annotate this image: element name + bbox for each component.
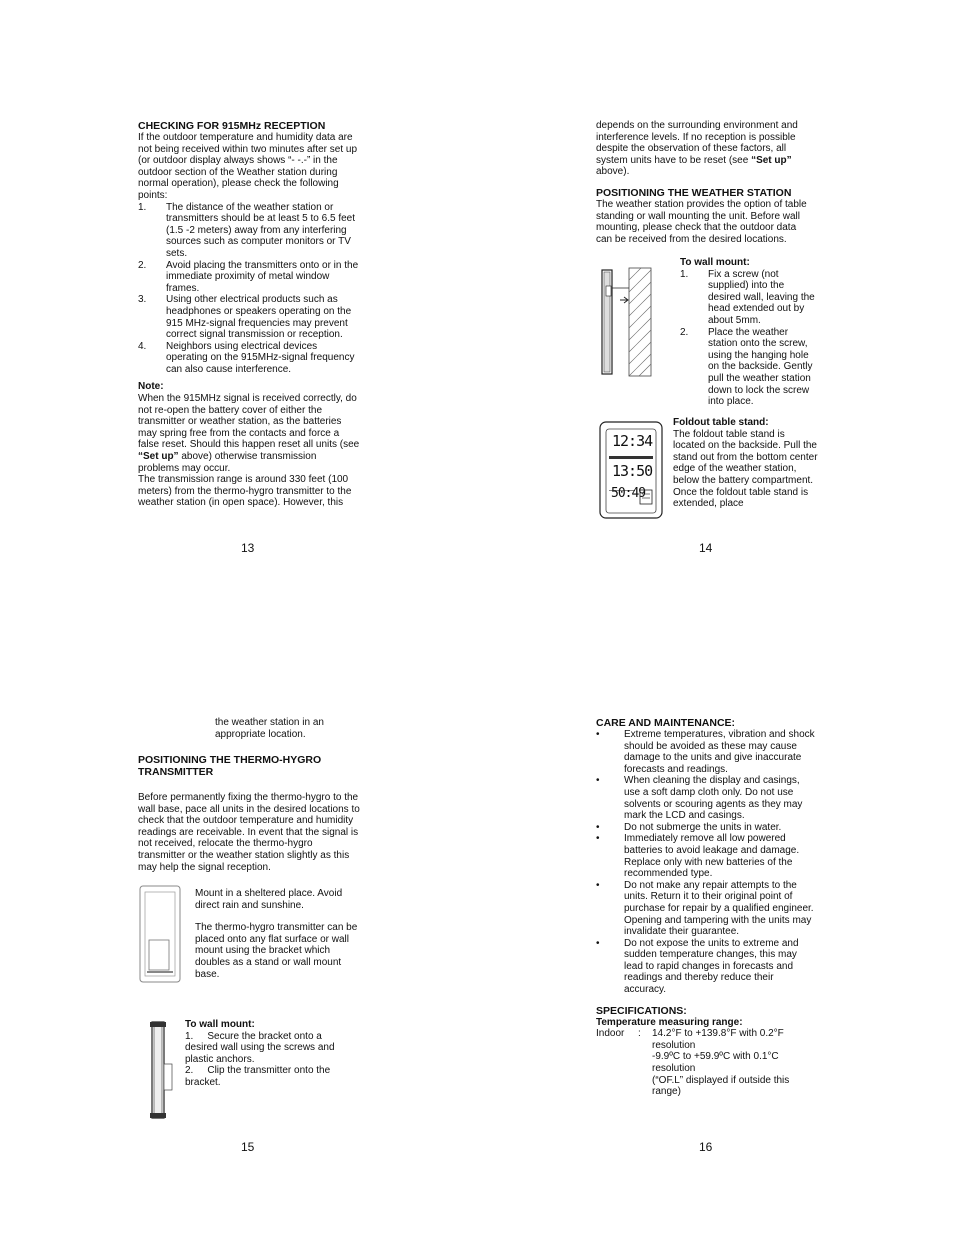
- transmitter-notes: [195, 888, 363, 980]
- continued-text: the weather station in an appropriate location.: [215, 717, 324, 740]
- list-item: 3. Using other electrical products such as headphones or speakers operating on the 915 MHz-signal frequencies may prevent correct signal transmission or reception.: [138, 294, 352, 341]
- lcd-low-readout: 50:49: [611, 486, 646, 501]
- list-item: • When cleaning the display and casings, use a soft damp cloth only. Do not use solvents or scouring agents as they may mark the LCD and casings.: [596, 775, 816, 821]
- foldout-stand: [673, 417, 819, 510]
- station-wall-steps: [680, 269, 818, 408]
- continued-text: depends on the surrounding environment and interference levels. If no reception is possible despite the observation of these factors, all system units have to be reset (see “Set up” above).: [596, 120, 798, 178]
- spec-values: 14.2°F to +139.8°F with 0.2°F resolution -9.9ºC to +59.9ºC with 0.1°C resolution (“OF.L” displayed if outside this range): [652, 1028, 790, 1098]
- bracket-illustration: [146, 1020, 176, 1120]
- page-number: 16: [699, 1140, 713, 1154]
- position-station-heading: POSITIONING THE WEATHER STATION: [596, 186, 792, 199]
- page-number: 15: [241, 1140, 255, 1154]
- reception-checklist: [138, 202, 360, 376]
- reception-heading: CHECKING FOR 915MHz RECEPTION: [138, 120, 326, 132]
- list-item: 1. Secure the bracket onto a desired wall using the screws and plastic anchors.: [185, 1030, 335, 1065]
- foldout-text: The foldout table stand is located on the backside. Pull the stand out from the bottom center edge of the weather station, below the battery compartment. Once the foldout table stand is extended, place: [673, 428, 818, 510]
- list-item: • Extreme temperatures, vibration and shock should be avoided as these may cause damage to the units and give inaccurate forecasts and readings.: [596, 729, 816, 775]
- list-item: 2. Clip the transmitter onto the bracket.: [185, 1065, 331, 1088]
- page-number: 14: [699, 541, 713, 555]
- transmitter-wall-label: To wall mount:: [185, 1019, 255, 1030]
- wall-mount-illustration: [594, 266, 654, 378]
- transmitter-wall-mount: [185, 1019, 343, 1089]
- page-14-top: [596, 120, 810, 245]
- list-item: • Do not submerge the units in water.: [596, 822, 816, 834]
- page-13: [138, 120, 360, 509]
- transmitter-illustration: [138, 884, 182, 984]
- position-transmitter-intro: Before permanently fixing the thermo-hygro to the wall base, pace all units in the desired locations to check that the outdoor temperature and humidity readings are receivable. In event that the signal is not received, relocate the thermo-hygro transmitter or the weather station slightly as this may help the signal reception.: [138, 792, 360, 873]
- station-wall-mount: [680, 257, 818, 408]
- spec-key: Indoor: [596, 1028, 625, 1040]
- list-item: 1. Fix a screw (not supplied) into the desired wall, leaving the head extended out by about 5mm.: [680, 268, 815, 326]
- note-label: Note:: [138, 381, 164, 393]
- list-item: 2. Avoid placing the transmitters onto or in the immediate proximity of metal window frames.: [138, 259, 359, 294]
- mount-text: Mount in a sheltered place. Avoid direct rain and sunshine.: [195, 888, 343, 911]
- page-15-cont: [215, 717, 345, 740]
- spec-heading: SPECIFICATIONS:: [596, 1004, 687, 1017]
- station-wall-label: To wall mount:: [680, 257, 750, 268]
- spec-subheading: Temperature measuring range:: [596, 1016, 743, 1028]
- foldout-label: Foldout table stand:: [673, 417, 769, 428]
- lcd-time-readout: 12:34: [612, 432, 653, 450]
- spec-indoor-row: Indoor : 14.2°F to +139.8°F with 0.2°F resolution -9.9ºC to +59.9ºC with 0.1°C resolution (“OF.L” displayed if outside this range): [596, 1028, 816, 1098]
- list-item: 4. Neighbors using electrical devices operating on the 915MHz-signal frequency can also cause interference.: [138, 340, 355, 375]
- position-transmitter-heading: POSITIONING THE THERMO-HYGRO TRANSMITTER: [138, 754, 322, 778]
- place-text: The thermo-hygro transmitter can be placed onto any flat surface or wall mount using the bracket which doubles as a stand or wall mount base.: [195, 922, 358, 980]
- care-heading: CARE AND MAINTENANCE:: [596, 717, 736, 729]
- position-station-intro: The weather station provides the option of table standing or wall mounting the unit. Before wall mounting, please check that the outdoor data can be received from the desired locations.: [596, 198, 807, 245]
- page-15: [138, 754, 360, 873]
- lcd-mid-readout: 13:50: [612, 462, 653, 480]
- list-item: 1. The distance of the weather station or transmitters should be at least 5 to 6.5 feet (1.5 -2 meters) away from any interfering sources such as computer monitors or TV sets.: [138, 201, 355, 259]
- care-list: [596, 729, 816, 996]
- list-item: • Do not make any repair attempts to the units. Return it to their original point of purchase for repair by a qualified engineer. Opening and tampering with the units may invalidate their guarantee.: [596, 880, 816, 938]
- note-text: When the 915MHz signal is received correctly, do not re-open the battery cover of either the transmitter or weather station, as the batteries may spring free from the contacts and force a false reset. Should this happen reset all units (see “Set up” above) otherwise transmission problems may occur.: [138, 393, 360, 474]
- page-number: 13: [241, 541, 255, 555]
- reception-intro: If the outdoor temperature and humidity data are not being received within two minutes after set up (or outdoor display always shows “- -.-” in the outdoor section of the Weather station during normal operation), please check the following points:: [138, 132, 358, 201]
- range-text: The transmission range is around 330 feet (100 meters) from the thermo-hygro transmitter to the weather station (in open space). However, this: [138, 474, 352, 509]
- weather-station-illustration: [598, 420, 664, 520]
- list-item: • Do not expose the units to extreme and sudden temperature changes, this may lead to rapid changes in forecasts and readings and thereby reduce their accuracy.: [596, 938, 816, 996]
- list-item: • Immediately remove all low powered batteries to avoid leakage and damage. Replace only with new batteries of the recommended type.: [596, 833, 816, 879]
- list-item: 2. Place the weather station onto the screw, using the hanging hole on the backside. Gently pull the weather station down to lock the screw into place.: [680, 326, 813, 408]
- page-16: [596, 717, 816, 1098]
